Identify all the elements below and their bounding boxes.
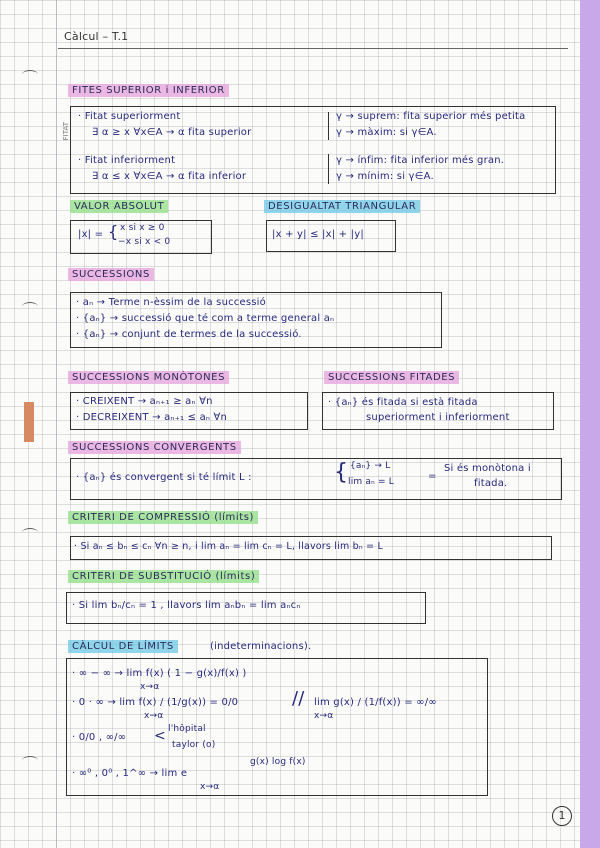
brace-icon: { [108,222,119,241]
compressio-heading: CRITERI DE COMPRESSIÓ (límits) [68,511,258,524]
calcul-row3-note2: taylor (o) [172,740,216,750]
desigualtat-formula: |x + y| ≤ |x| + |y| [272,229,364,240]
calcul-row4-sup: g(x) log f(x) [250,757,306,767]
calcul-row3: · 0/0 , ∞/∞ [72,732,127,743]
calcul-subheading: (indeterminacions). [210,641,312,652]
convergents-line1: · {aₙ} és convergent si té límit L : [76,472,252,483]
fites-heading: FITES SUPERIOR i INFERIOR [68,84,229,97]
fites-maxim: γ → màxim: si γ∈A. [336,127,437,138]
fites-inf-line1: · Fitat inferiorment [78,155,176,166]
valor-absolut-case1: x si x ≥ 0 [120,223,165,233]
convergents-brace-bottom: lim aₙ = L [348,477,395,487]
fites-sup-line1: · Fitat superiorment [78,111,181,122]
convergents-note2: fitada. [474,478,508,489]
fitades-line1: · {aₙ} és fitada si està fitada [328,397,478,408]
fites-sup-line2: ∃ α ≥ x ∀x∈A → α fita superior [92,127,252,138]
binding-hole [22,756,38,765]
fites-minim: γ → mínim: si γ∈A. [336,171,434,182]
calcul-row2-right-sub: x→α [314,711,334,721]
brace-icon: < [154,728,166,744]
fites-divider [328,112,329,140]
monotones-decreixent: · DECREIXENT → aₙ₊₁ ≤ aₙ ∀n [76,412,228,423]
desigualtat-heading: DESIGUALTAT TRIANGULAR [264,200,420,213]
page-title: Càlcul – T.1 [64,30,129,43]
equals-sign: = [428,471,437,482]
side-stamp [24,402,34,442]
margin-line [56,0,57,848]
title-underline [58,48,568,49]
compressio-formula: · Si aₙ ≤ bₙ ≤ cₙ ∀n ≥ n, i lim aₙ = lim cₙ = L, llavors lim bₙ = L [74,541,383,552]
fitades-line2: superiorment i inferiorment [366,412,510,423]
valor-absolut-case2: −x si x < 0 [118,237,171,247]
successions-heading: SUCCESSIONS [68,268,154,281]
valor-absolut-lhs: |x| = [78,229,104,240]
fites-infim: γ → ínfim: fita inferior més gran. [336,155,505,166]
calcul-row1: · ∞ − ∞ → lim f(x) ( 1 − g(x)/f(x) ) [72,668,247,679]
calcul-row3-note1: l'hôpital [168,724,206,734]
calcul-row4: · ∞⁰ , 0⁰ , 1^∞ → lim e [72,768,188,779]
fitat-label: FITAT [62,122,70,141]
monotones-creixent: · CREIXENT → aₙ₊₁ ≥ aₙ ∀n [76,396,213,407]
convergents-brace-top: {aₙ} → L [350,461,391,471]
binding-hole [22,302,38,311]
substitucio-formula: · Si lim bₙ/cₙ = 1 , llavors lim aₙbₙ = lim aₙcₙ [72,600,301,611]
binding-hole [22,70,38,79]
successions-item: · {aₙ} → conjunt de termes de la successió. [76,329,302,340]
successions-item: · {aₙ} → successió que té com a terme general aₙ [76,313,335,324]
page-edge-strip [580,0,600,848]
substitucio-heading: CRITERI DE SUBSTITUCIÓ (límits) [68,570,259,583]
calcul-heading: CÀLCUL DE LÍMITS [68,640,178,653]
calcul-row1-sub: x→α [140,682,160,692]
fites-divider [328,154,329,184]
valor-absolut-heading: VALOR ABSOLUT [70,200,168,213]
page-number: 1 [552,806,572,826]
binding-hole [22,528,38,537]
convergents-note1: Si és monòtona i [444,463,531,474]
calcul-row2-right: lim g(x) / (1/f(x)) = ∞/∞ [314,697,437,708]
fitades-heading: SUCCESSIONS FITADES [324,371,459,384]
brace-icon: { [334,460,349,485]
double-slash-icon: // [292,688,305,709]
monotones-heading: SUCCESSIONS MONÒTONES [68,371,229,384]
calcul-row4-sub: x→α [200,782,220,792]
calcul-row2-sub: x→α [144,711,164,721]
fites-suprem: γ → suprem: fita superior més petita [336,111,526,122]
convergents-heading: SUCCESSIONS CONVERGENTS [68,441,241,454]
calcul-row2: · 0 · ∞ → lim f(x) / (1/g(x)) = 0/0 [72,697,239,708]
successions-item: · aₙ → Terme n-èssim de la successió [76,297,266,308]
fites-inf-line2: ∃ α ≤ x ∀x∈A → α fita inferior [92,171,247,182]
